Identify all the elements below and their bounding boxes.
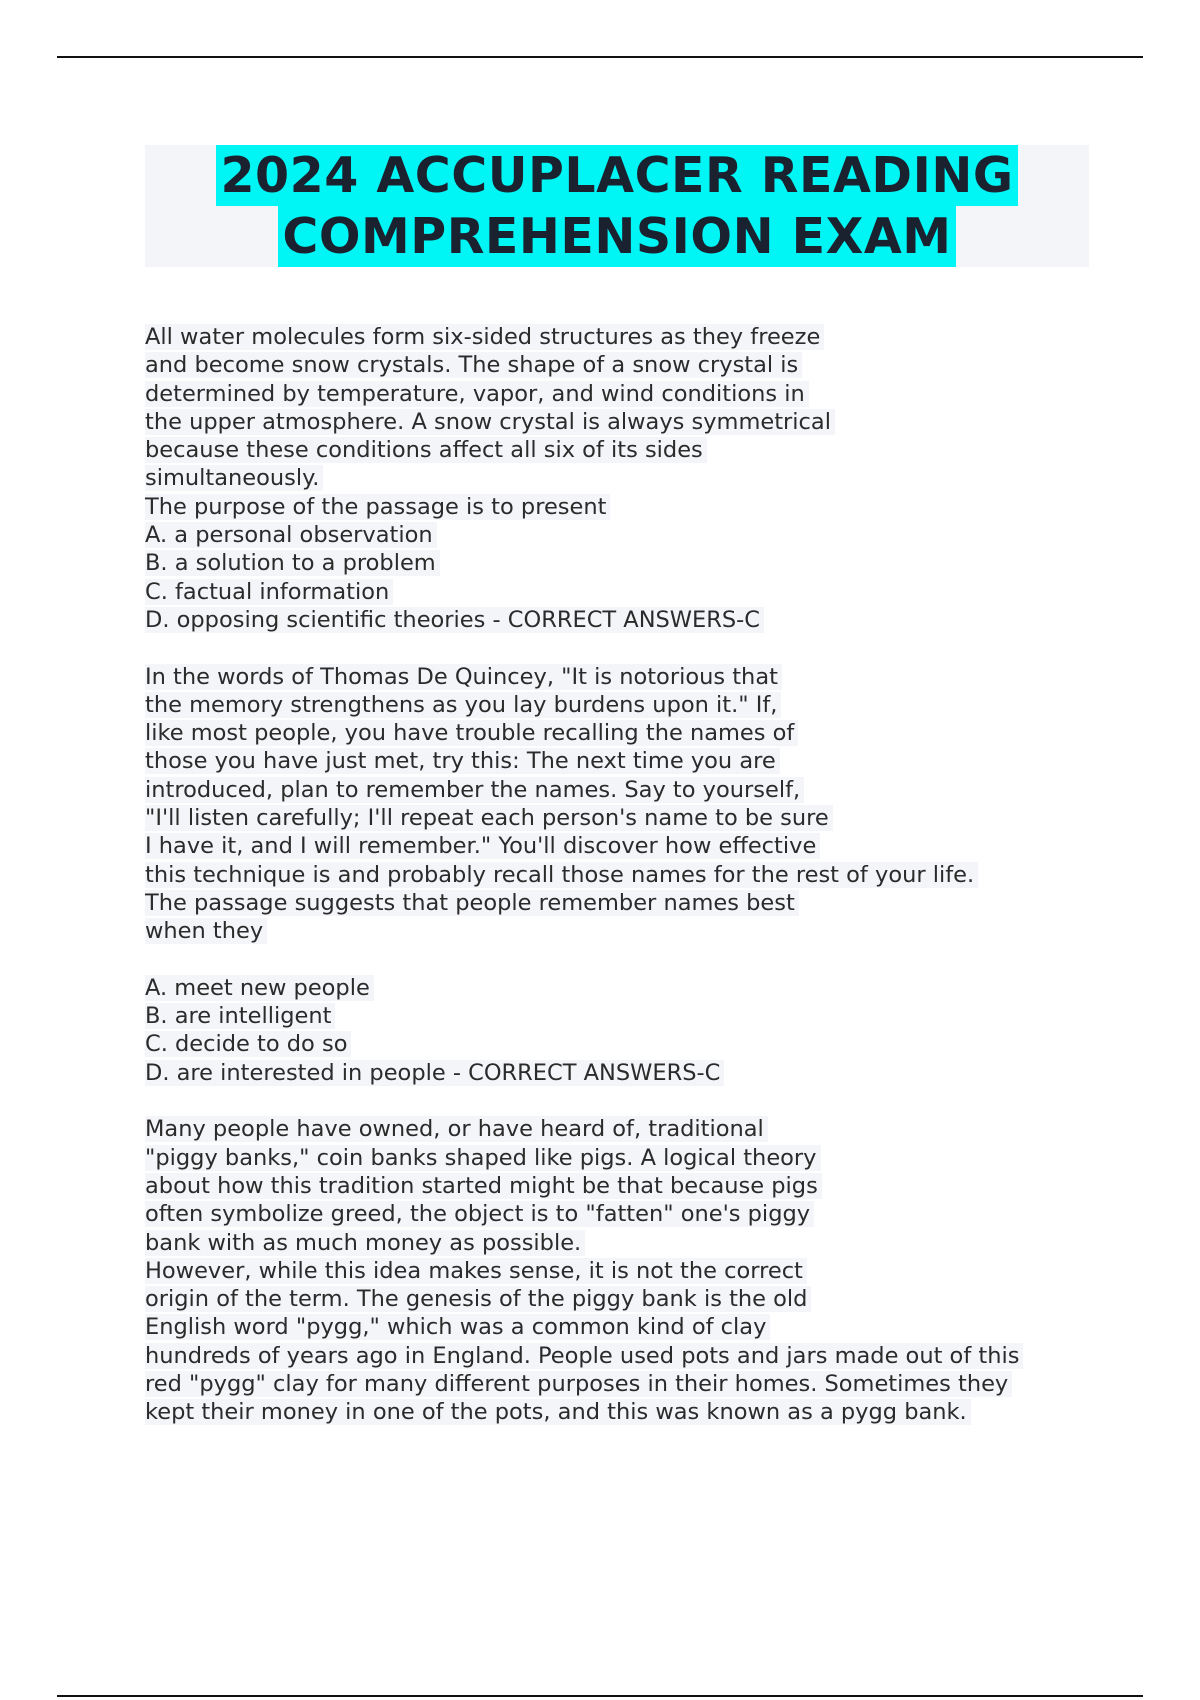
passage-line: the memory strengthens as you lay burdens upon it." If, bbox=[145, 691, 1155, 719]
question-2 bbox=[145, 663, 1155, 1087]
answer-option-a: A. meet new people bbox=[145, 974, 1155, 1002]
page-title-line-1: 2024 ACCUPLACER READING bbox=[216, 145, 1017, 206]
passage-line: simultaneously. bbox=[145, 464, 1155, 492]
question-stem: The passage suggests that people remember names best bbox=[145, 889, 1155, 917]
passage-line: determined by temperature, vapor, and wind conditions in bbox=[145, 380, 1155, 408]
bottom-rule bbox=[57, 1695, 1143, 1697]
passage-line: kept their money in one of the pots, and this was known as a pygg bank. bbox=[145, 1398, 1155, 1426]
passage-line: this technique is and probably recall those names for the rest of your life. bbox=[145, 861, 1155, 889]
passage-line: All water molecules form six-sided structures as they freeze bbox=[145, 323, 1155, 351]
answer-option-a: A. a personal observation bbox=[145, 521, 1155, 549]
passage-line: those you have just met, try this: The next time you are bbox=[145, 747, 1155, 775]
passage-line: about how this tradition started might be that because pigs bbox=[145, 1172, 1155, 1200]
passage-line: "I'll listen carefully; I'll repeat each person's name to be sure bbox=[145, 804, 1155, 832]
answer-option-b: B. are intelligent bbox=[145, 1002, 1155, 1030]
question-3 bbox=[145, 1115, 1155, 1426]
passage-line: In the words of Thomas De Quincey, "It is notorious that bbox=[145, 663, 1155, 691]
spacer bbox=[145, 946, 1155, 974]
passage-line: and become snow crystals. The shape of a snow crystal is bbox=[145, 351, 1155, 379]
passage-line: hundreds of years ago in England. People used pots and jars made out of this bbox=[145, 1342, 1155, 1370]
passage-line: English word "pygg," which was a common kind of clay bbox=[145, 1313, 1155, 1341]
passage-line: "piggy banks," coin banks shaped like pigs. A logical theory bbox=[145, 1144, 1155, 1172]
passage-line: often symbolize greed, the object is to "fatten" one's piggy bbox=[145, 1200, 1155, 1228]
title-banner bbox=[145, 145, 1089, 267]
answer-option-c: C. factual information bbox=[145, 578, 1155, 606]
passage-line: the upper atmosphere. A snow crystal is always symmetrical bbox=[145, 408, 1155, 436]
passage-line: Many people have owned, or have heard of, traditional bbox=[145, 1115, 1155, 1143]
spacer bbox=[145, 1087, 1155, 1115]
passage-line: origin of the term. The genesis of the piggy bank is the old bbox=[145, 1285, 1155, 1313]
answer-option-c: C. decide to do so bbox=[145, 1030, 1155, 1058]
passage-line: because these conditions affect all six of its sides bbox=[145, 436, 1155, 464]
passage-line: red "pygg" clay for many different purposes in their homes. Sometimes they bbox=[145, 1370, 1155, 1398]
passage-line: introduced, plan to remember the names. Say to yourself, bbox=[145, 776, 1155, 804]
page-title-line-2: COMPREHENSION EXAM bbox=[278, 206, 955, 267]
passage-line: like most people, you have trouble recalling the names of bbox=[145, 719, 1155, 747]
question-stem: The purpose of the passage is to present bbox=[145, 493, 1155, 521]
answer-option-b: B. a solution to a problem bbox=[145, 549, 1155, 577]
spacer bbox=[145, 634, 1155, 662]
top-rule bbox=[57, 56, 1143, 58]
passage-line: I have it, and I will remember." You'll discover how effective bbox=[145, 832, 1155, 860]
answer-option-d: D. are interested in people - CORRECT ANSWERS-C bbox=[145, 1059, 1155, 1087]
question-stem: when they bbox=[145, 917, 1155, 945]
passage-line: However, while this idea makes sense, it is not the correct bbox=[145, 1257, 1155, 1285]
question-1 bbox=[145, 323, 1155, 634]
document-body bbox=[145, 323, 1155, 1427]
answer-option-d: D. opposing scientific theories - CORRECT ANSWERS-C bbox=[145, 606, 1155, 634]
passage-line: bank with as much money as possible. bbox=[145, 1229, 1155, 1257]
